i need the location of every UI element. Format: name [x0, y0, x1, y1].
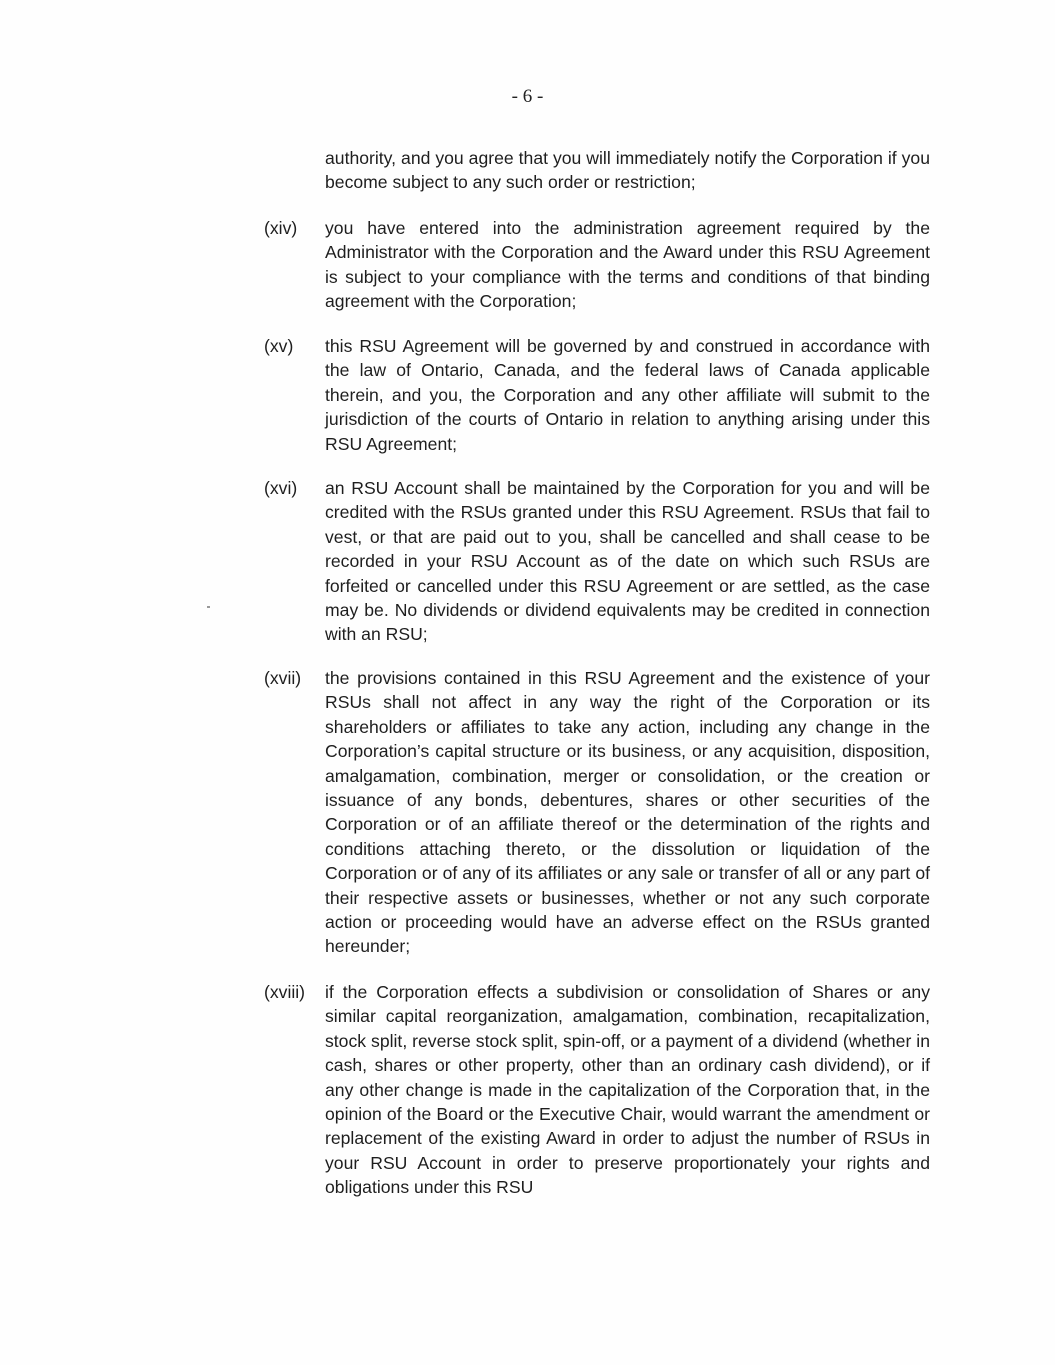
page-number: - 6 - [511, 86, 544, 107]
item-text: an RSU Account shall be maintained by the Corporation for you and will be credited with the RSUs granted under this RSU Agreement. RSUs that fail to vest, or that are paid out to you, shall be cancelled and shall cease to be recorded in your RSU Account as of the date on which such RSUs are forfeited or cancelled under this RSU Agreement or are settled, as the case may be. No dividends or dividend equivalents may be credited in connection with an RSU; [325, 478, 930, 645]
list-item-xvii [264, 666, 930, 959]
list-item-xviii [264, 980, 930, 1200]
continuation-paragraph: authority, and you agree that you will immediately notify the Corporation if you become subject to any such order or restriction; [325, 148, 930, 193]
item-text: this RSU Agreement will be governed by and construed in accordance with the law of Ontario, Canada, and the federal laws of Canada applicable therein, and you, the Corporation and any other affiliate will submit to the jurisdiction of the courts of Ontario in relation to anything arising under this RSU Agreement; [325, 336, 930, 454]
item-text: the provisions contained in this RSU Agreement and the existence of your RSUs shall not affect in any way the right of the Corporation or its shareholders or affiliates to take any action, including any change in the Corporation’s capital structure or its business, or any acquisition, disposition, amalgamation, combination, merger or consolidation, or the creation or issuance of any bonds, debentures, shares or other securities of the Corporation or of an affiliate thereof or the determination of the rights and conditions attaching thereto, or the dissolution or liquidation of the Corporation or of any of its affiliates or any sale or transfer of all or any part of their respective assets or businesses, whether or not any such corporate action or proceeding would have an adverse effect on the RSUs granted hereunder; [325, 668, 930, 957]
list-item-xiv [264, 216, 930, 314]
item-number: (xvii) [264, 668, 302, 688]
margin-dot-mark [207, 606, 210, 608]
item-number: (xviii) [264, 982, 306, 1002]
list-item-xv [264, 334, 930, 456]
item-text: you have entered into the administration agreement required by the Administrator with the Corporation and the Award under this RSU Agreement is subject to your compliance with the terms and conditions of that binding agreement with the Corporation; [325, 218, 930, 312]
item-number: (xiv) [264, 218, 298, 238]
item-number: (xvi) [264, 478, 298, 498]
item-text: if the Corporation effects a subdivision or consolidation of Shares or any similar capital reorganization, amalgamation, combination, recapitalization, stock split, reverse stock split, spin-off, or a payment of a dividend (whether in cash, shares or other property, other than an ordinary cash dividend), or if any other change is made in the capitalization of the Corporation that, in the opinion of the Board or the Executive Chair, would warrant the amendment or replacement of the existing Award in order to adjust the number of RSUs in your RSU Account in order to preserve proportionately your rights and obligations under this RSU [325, 982, 930, 1198]
list-item-xvi [264, 476, 930, 647]
item-number: (xv) [264, 336, 294, 356]
